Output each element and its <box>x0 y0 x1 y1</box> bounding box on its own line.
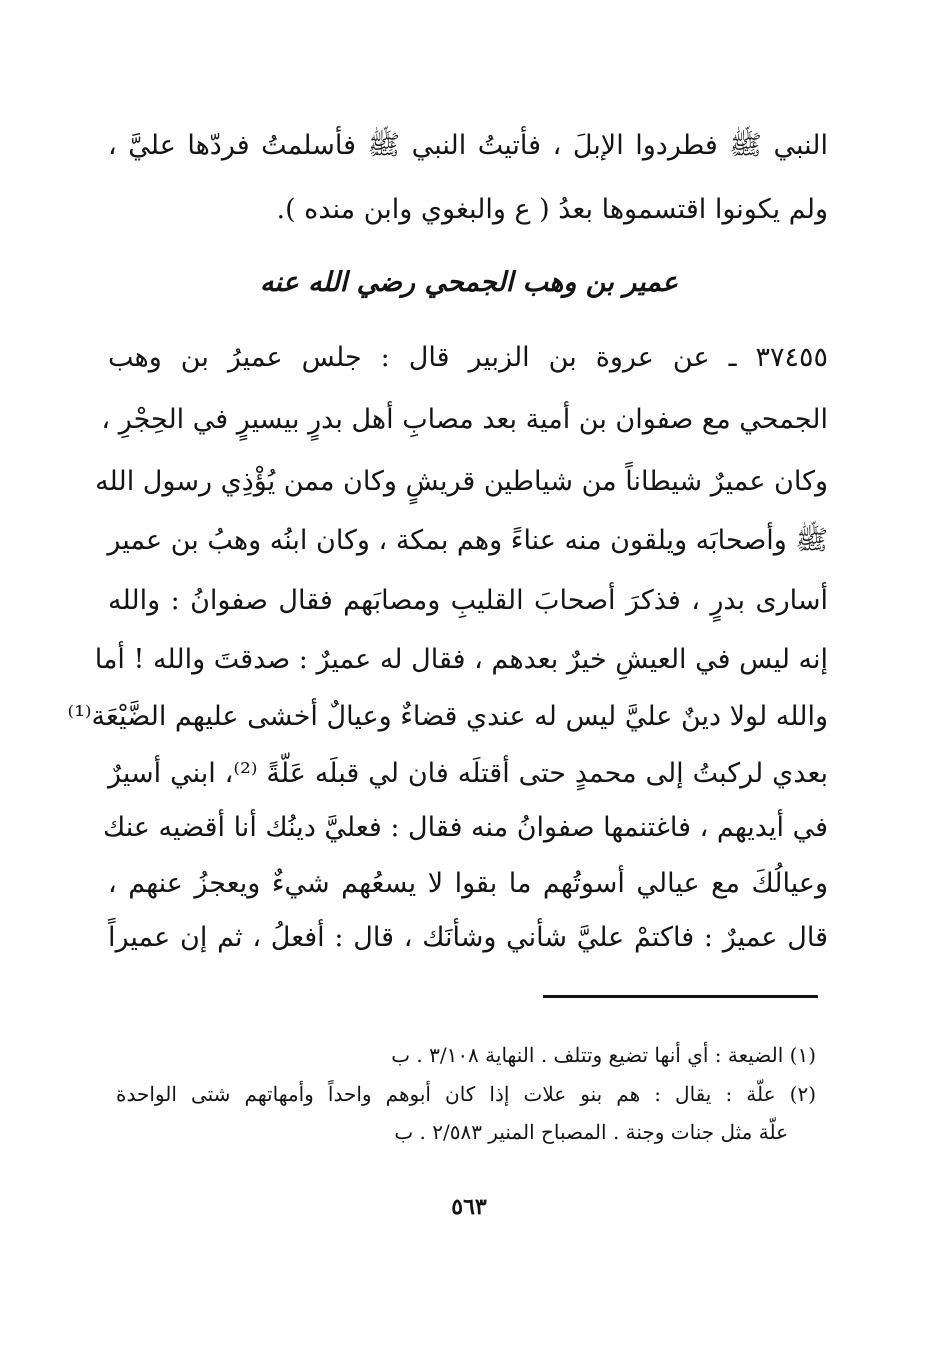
hadith-line-2: الجمحي مع صفوان بن أمية بعد مصابِ أهل بدرٍ بيسيرٍ في الحِجْرِ ، <box>101 404 828 435</box>
section-heading: عمير بن وهب الجمحي رضي الله عنه <box>259 267 679 298</box>
footnote-2-continued: علّة مثل جنات وجنة . المصباح المنير ٢/٥٨٣ . ب <box>394 1120 788 1144</box>
hadith-line-6: إنه ليس في العيشِ خيرٌ بعدهم ، فقال له عميرٌ : صدقتَ والله ! أما <box>94 644 828 675</box>
text-line-1: النبي ﷺ فطردوا الإبلَ ، فأتيتُ النبي ﷺ فأسلمتُ فردّها عليَّ ، <box>108 130 828 161</box>
footnote-2: (٢) علّة : يقال : هم بنو علات إذا كان أبوهم واحداً وأمهاتهم شتى الواحدة <box>116 1082 816 1106</box>
text-line-2: ولم يكونوا اقتسموها بعدُ ( ع والبغوي وابن منده ). <box>276 194 828 225</box>
hadith-line-4: ﷺ وأصحابَه ويلقون منه عناءً وهم بمكة ، وكان ابنُه وهبُ بن عمير <box>107 525 828 556</box>
hadith-line-5: أسارى بدرٍ ، فذكرَ أصحابَ القليبِ ومصابَهم فقال صفوانُ : والله <box>108 585 828 616</box>
hadith-line-8: بعدي لركبتُ إلى محمدٍ حتى أقتلَه فان لي قبلَه عَلّةً ⁽²⁾، ابني أسيرٌ <box>108 758 828 789</box>
footnote-separator <box>543 995 818 998</box>
hadith-line-7: والله لولا دينٌ عليَّ ليس له عندي قضاءٌ وعيالٌ أخشى عليهم الضَّيْعَة⁽¹⁾ <box>67 701 828 732</box>
page-number: ٥٦٣ <box>451 1194 487 1220</box>
hadith-line-9: في أيديهم ، فاغتنمها صفوانُ منه فقال : فعليَّ دينُك أنا أقضيه عنك <box>102 812 828 843</box>
footnote-1: (١) الضيعة : أي أنها تضيع وتتلف . النهاية ٣/١٠٨ . ب <box>391 1043 816 1067</box>
hadith-line-11: قال عميرٌ : فاكتمْ عليَّ شأني وشأنَك ، قال : أفعلُ ، ثم إن عميراً <box>108 922 828 953</box>
hadith-line-10: وعيالُكَ مع عيالي أسوتُهم ما بقوا لا يسعُهم شيءٌ ويعجزُ عنهم ، <box>108 868 828 899</box>
hadith-line-3: وكان عميرٌ شيطاناً من شياطين قريشٍ وكان ممن يُؤْذِي رسول الله <box>95 466 828 497</box>
hadith-line-1: ٣٧٤٥٥ ـ عن عروة بن الزبير قال : جلس عميرُ بن وهب <box>108 342 828 373</box>
